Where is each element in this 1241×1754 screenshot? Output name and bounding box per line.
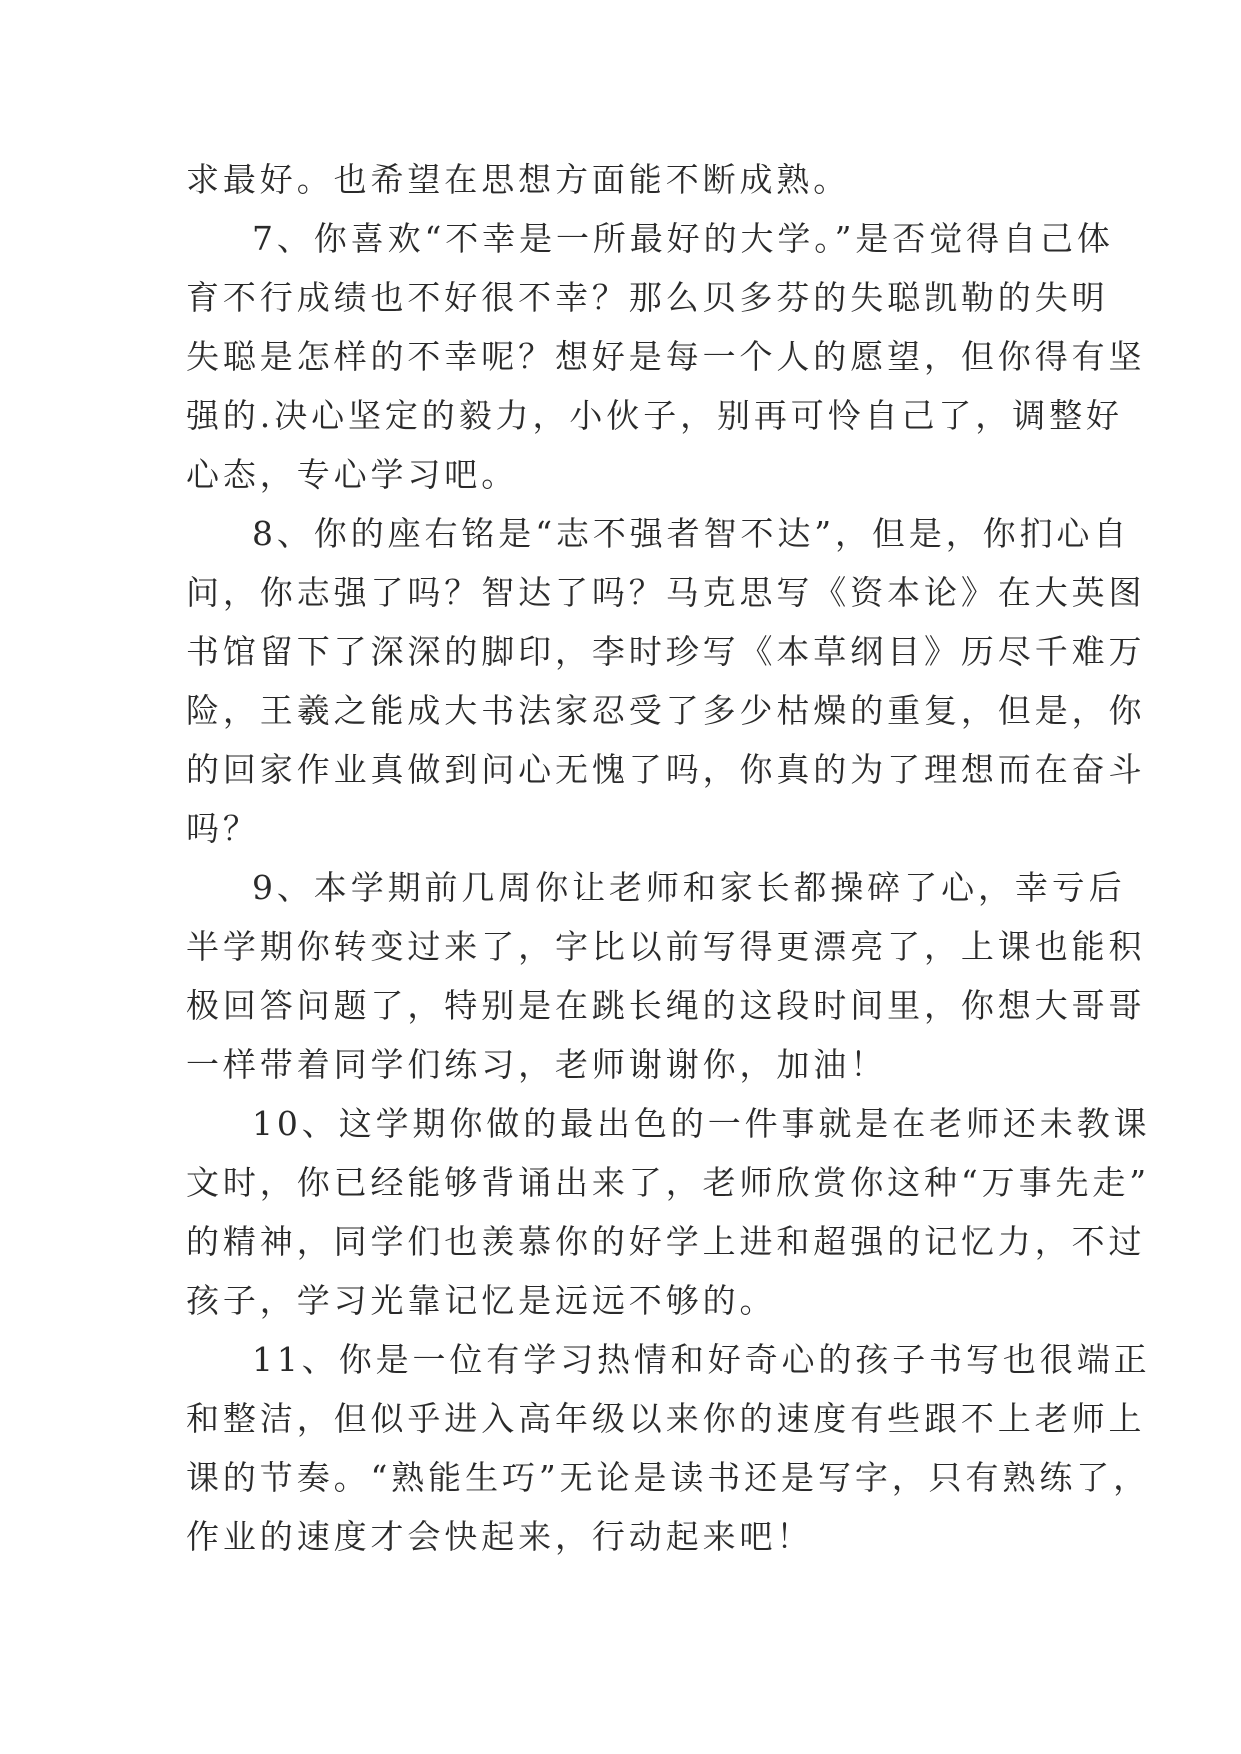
- text-line: 9、本学期前几周你让老师和家长都操碎了心，幸亏后: [252, 868, 1126, 907]
- paragraph-6-tail: [186, 150, 1066, 209]
- text-line: 强的.决心坚定的毅力，小伙子，别再可怜自己了，调整好: [186, 396, 1123, 435]
- text-line: 11、你是一位有学习热情和好奇心的孩子书写也很端正: [252, 1340, 1151, 1379]
- text-line: 的精神，同学们也羡慕你的好学上进和超强的记忆力，不过: [186, 1222, 1146, 1261]
- text-line: 文时，你已经能够背诵出来了，老师欣赏你这种“万事先走”: [186, 1163, 1151, 1202]
- text-line: 险，王羲之能成大书法家忍受了多少枯燥的重复，但是，你: [186, 691, 1146, 730]
- text-line: 极回答问题了，特别是在跳长绳的这段时间里，你想大哥哥: [186, 986, 1146, 1025]
- text-line: 吗？: [186, 809, 260, 848]
- text-line: 7、你喜欢“不幸是一所最好的大学。”是否觉得自己体: [252, 219, 1114, 258]
- text-line: 失聪是怎样的不幸呢？想好是每一个人的愿望，但你得有坚: [186, 337, 1146, 376]
- text-line: 的回家作业真做到问心无愧了吗，你真的为了理想而在奋斗: [186, 750, 1146, 789]
- text-line: 半学期你转变过来了，字比以前写得更漂亮了，上课也能积: [186, 927, 1146, 966]
- text-line: 10、这学期你做的最出色的一件事就是在老师还未教课: [252, 1104, 1151, 1143]
- paragraph-10: [186, 1094, 1151, 1330]
- paragraph-7: [186, 209, 1146, 504]
- text-line: 和整洁，但似乎进入高年级以来你的速度有些跟不上老师上: [186, 1399, 1146, 1438]
- paragraph-11: [186, 1330, 1151, 1566]
- document-body: [186, 150, 1151, 1566]
- text-line: 作业的速度才会快起来，行动起来吧！: [186, 1517, 814, 1556]
- text-line: 书馆留下了深深的脚印，李时珍写《本草纲目》历尽千难万: [186, 632, 1146, 671]
- text-line: 8、你的座右铭是“志不强者智不达”，但是，你扪心自: [252, 514, 1131, 553]
- text-line: 问，你志强了吗？智达了吗？马克思写《资本论》在大英图: [186, 573, 1146, 612]
- text-line: 课的节奏。“熟能生巧”无论是读书还是写字，只有熟练了，: [186, 1458, 1151, 1497]
- text-line: 一样带着同学们练习，老师谢谢你，加油！: [186, 1045, 888, 1084]
- text-line: 育不行成绩也不好很不幸？那么贝多芬的失聪凯勒的失明: [186, 278, 1109, 317]
- text-line: 心态，专心学习吧。: [186, 455, 519, 494]
- paragraph-9: [186, 858, 1146, 1094]
- paragraph-8: [186, 504, 1146, 858]
- text-line: 孩子，学习光靠记忆是远远不够的。: [186, 1281, 777, 1320]
- text-line: 求最好。也希望在思想方面能不断成熟。: [186, 160, 851, 199]
